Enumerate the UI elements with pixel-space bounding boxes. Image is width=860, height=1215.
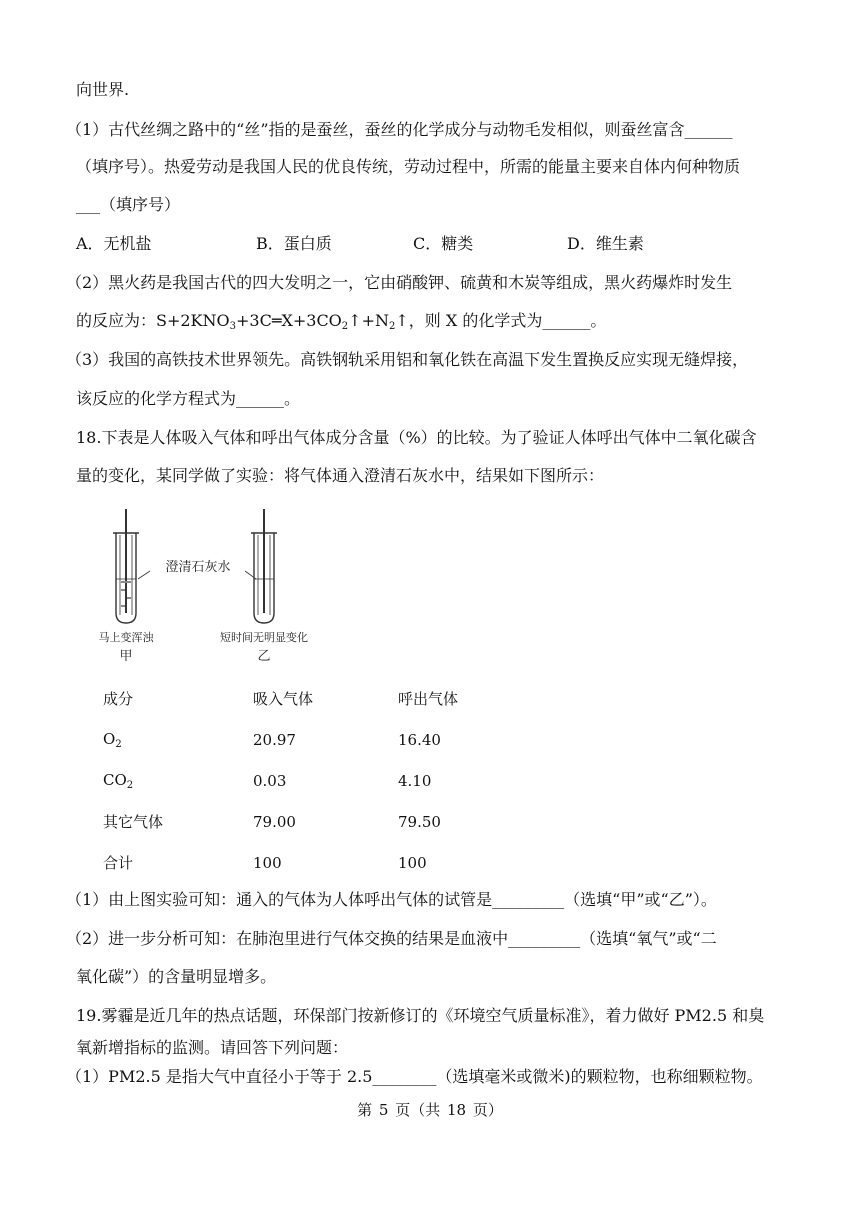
gas-name-cell: 合计 bbox=[103, 854, 134, 872]
equation-line bbox=[76, 311, 606, 337]
subscript: 2 bbox=[341, 321, 349, 332]
text-line: 量的变化，某同学做了实验：将气体通入澄清石灰水中，结果如下图所示： bbox=[76, 466, 605, 485]
subscript: 2 bbox=[126, 779, 134, 791]
inhaled-cell: 100 bbox=[253, 853, 282, 872]
question-17-2-line: （2）黑火药是我国古代的四大发明之一，它由硝酸钾、硫黄和木炭等组成，黑火药爆炸时发生 bbox=[66, 273, 733, 292]
text-line: 氧化碳”）的含量明显增多。 bbox=[76, 967, 277, 986]
exhaled-cell: 79.50 bbox=[398, 812, 441, 831]
left-result-label: 马上变浑浊 bbox=[98, 631, 154, 644]
right-test-tube bbox=[251, 509, 277, 623]
question-18-line: 18.下表是人体吸入气体和呼出气体成分含量（%）的比较。为了验证人体呼出气体中二氧化碳含 bbox=[76, 428, 757, 447]
option-a: A．无机盐 bbox=[76, 234, 152, 253]
footer-text: 页） bbox=[472, 1101, 503, 1119]
option-c: C．糖类 bbox=[413, 234, 474, 253]
text-line: 氧新增指标的监测。请回答下列问题： bbox=[76, 1038, 349, 1057]
table-header-cell: 吸入气体 bbox=[253, 690, 314, 708]
leader-line bbox=[138, 571, 150, 579]
question-19-line: 19.雾霾是近几年的热点话题，环保部门按新修订的《环境空气质量标准》，着力做好 PM2.5 和臭 bbox=[76, 1006, 765, 1025]
subscript: 2 bbox=[388, 321, 396, 332]
equation-text: ↑+N bbox=[348, 311, 389, 330]
exhaled-cell: 16.40 bbox=[398, 730, 441, 749]
test-tube-figure bbox=[80, 505, 320, 665]
table-row bbox=[103, 842, 518, 883]
exhaled-cell: 100 bbox=[398, 853, 427, 872]
option-d: D．维生素 bbox=[567, 234, 644, 253]
right-tube-name: 乙 bbox=[257, 649, 271, 664]
gas-name-cell bbox=[103, 719, 253, 760]
subscript: 2 bbox=[115, 738, 122, 750]
option-b: B．蛋白质 bbox=[256, 234, 332, 253]
footer-text: 第 bbox=[357, 1101, 373, 1119]
right-result-label: 短时间无明显变化 bbox=[220, 631, 308, 644]
table-row bbox=[103, 719, 518, 760]
table-header-row bbox=[103, 678, 518, 719]
inhaled-cell: 0.03 bbox=[253, 771, 287, 790]
equation-text: 的反应为：S+2KNO bbox=[76, 311, 230, 330]
left-tube-name: 甲 bbox=[119, 649, 133, 664]
question-17-1-line: （1）古代丝绸之路中的“丝”指的是蚕丝，蚕丝的化学成分与动物毛发相似，则蚕丝富含______ bbox=[66, 120, 733, 139]
gas-name-cell: 其它气体 bbox=[103, 813, 164, 831]
total-pages: 18 bbox=[447, 1101, 467, 1119]
equation-text: +3C═X+3CO bbox=[236, 311, 342, 330]
inhaled-cell: 79.00 bbox=[253, 812, 296, 831]
question-18-1-line: （1）由上图实验可知：通入的气体为人体呼出气体的试管是_________（选填“甲”或“乙”）。 bbox=[66, 890, 717, 909]
text-line: （填序号）。热爱劳动是我国人民的优良传统，劳动过程中，所需的能量主要来自体内何种物质 bbox=[76, 157, 741, 176]
question-17-3-line: （3）我国的高铁技术世界领先。高铁钢轨采用铝和氧化铁在高温下发生置换反应实现无缝焊接， bbox=[66, 350, 749, 369]
text-line: 向世界. bbox=[76, 80, 130, 99]
subscript: 3 bbox=[229, 321, 236, 332]
gas-name: CO bbox=[103, 770, 127, 789]
question-19-1-line: （1）PM2.5 是指大气中直径小于等于 2.5________（选填毫米或微米)的颗粒物，也称细颗粒物。 bbox=[66, 1067, 763, 1086]
left-test-tube bbox=[113, 509, 139, 623]
liquid-label: 澄清石灰水 bbox=[165, 560, 231, 575]
footer-text: 页（共 bbox=[395, 1101, 441, 1119]
test-tube-diagram bbox=[80, 505, 320, 665]
gas-composition-table bbox=[103, 678, 518, 883]
table-row bbox=[103, 760, 518, 801]
inhaled-cell: 20.97 bbox=[253, 730, 296, 749]
table-header-cell: 成分 bbox=[103, 690, 134, 708]
exhaled-cell: 4.10 bbox=[398, 771, 432, 790]
text-line: ___（填序号） bbox=[76, 195, 181, 214]
page-number: 5 bbox=[378, 1101, 389, 1119]
text-line: 该反应的化学方程式为______。 bbox=[76, 389, 301, 408]
page-footer bbox=[0, 1099, 860, 1120]
equation-text: ↑，则 X 的化学式为______。 bbox=[395, 311, 607, 330]
table-header-cell: 呼出气体 bbox=[398, 690, 459, 708]
table-row bbox=[103, 801, 518, 842]
gas-name: O bbox=[103, 729, 116, 748]
gas-name-cell bbox=[103, 760, 253, 801]
question-18-2-line: （2）进一步分析可知：在肺泡里进行气体交换的结果是血液中_________（选填“氧气”或“二 bbox=[66, 929, 717, 948]
